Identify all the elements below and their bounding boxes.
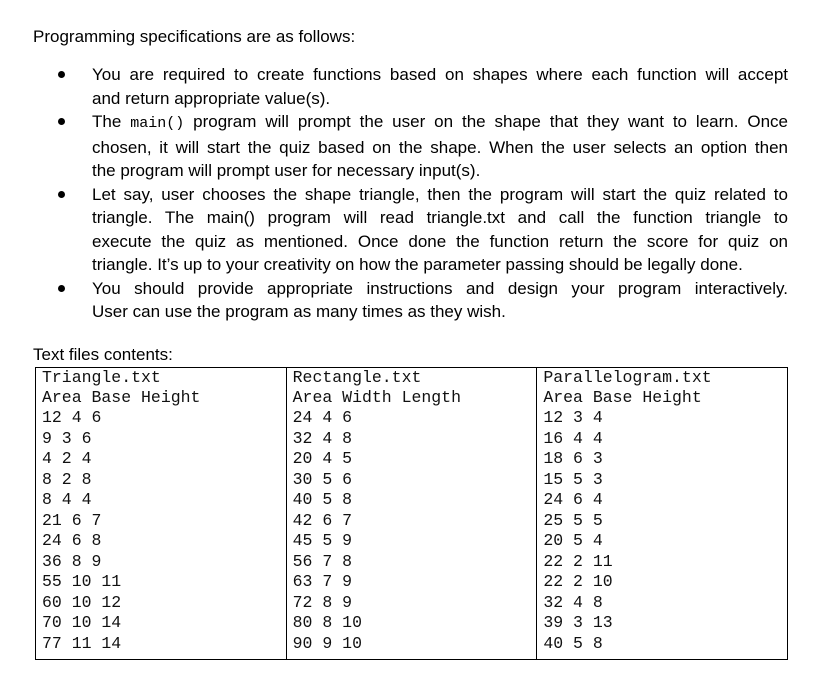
data-line: 20 5 4 bbox=[543, 531, 603, 550]
data-line: 77 11 14 bbox=[42, 633, 122, 653]
data-line: 39 3 13 bbox=[543, 613, 613, 632]
text-line: User can use the program as many times as they wish. bbox=[92, 302, 506, 321]
text-fragment: program will prompt the user on the shape that they want to learn. Once bbox=[184, 112, 788, 131]
file-name: Parallelogram.txt bbox=[543, 368, 712, 387]
text-line: and return appropriate value(s). bbox=[92, 88, 331, 108]
bullet-text bbox=[92, 183, 788, 277]
data-line: 56 7 8 bbox=[292, 551, 353, 571]
file-name: Rectangle.txt bbox=[292, 368, 422, 387]
data-line: 60 10 12 bbox=[42, 592, 122, 612]
bullet-text bbox=[92, 63, 788, 110]
text-files-table bbox=[35, 367, 788, 660]
data-line: 80 8 10 bbox=[292, 613, 362, 632]
text-line: You should provide appropriate instructions and design your program interactively. bbox=[92, 278, 788, 298]
bullet-icon bbox=[58, 191, 65, 198]
list-item bbox=[0, 110, 829, 183]
text-line: the program will prompt user for necessary input(s). bbox=[92, 161, 481, 180]
triangle-file-cell bbox=[36, 368, 287, 660]
data-line: 22 2 10 bbox=[543, 572, 613, 591]
text-line: triangle. It’s up to your creativity on how the parameter passing should be legally done. bbox=[92, 255, 743, 274]
data-line: 24 4 6 bbox=[292, 408, 353, 427]
bullet-icon bbox=[58, 285, 65, 292]
specifications-heading: Programming specifications are as follows: bbox=[33, 27, 356, 46]
data-line: 25 5 5 bbox=[543, 510, 603, 530]
bullet-text bbox=[92, 110, 788, 183]
data-line: 12 3 4 bbox=[543, 408, 603, 427]
data-line: 70 10 14 bbox=[42, 613, 122, 632]
text-fragment: The bbox=[92, 112, 131, 131]
data-line: 30 5 6 bbox=[292, 469, 353, 489]
list-item bbox=[0, 63, 829, 110]
parallelogram-file-cell bbox=[537, 368, 788, 660]
data-line: 22 2 11 bbox=[543, 551, 613, 571]
data-line: 45 5 9 bbox=[292, 531, 353, 550]
data-line: 4 2 4 bbox=[42, 449, 92, 468]
text-line: chosen, it will start the quiz based on the shape. When the user selects an option then bbox=[92, 137, 788, 157]
data-line: 18 6 3 bbox=[543, 449, 603, 468]
table-row bbox=[36, 368, 788, 660]
specifications-list bbox=[0, 63, 829, 324]
list-item bbox=[0, 183, 829, 277]
bullet-icon bbox=[58, 71, 65, 78]
text-line bbox=[92, 110, 788, 136]
column-header: Area Base Height bbox=[543, 388, 702, 407]
data-line: 40 5 8 bbox=[543, 633, 603, 653]
data-line: 21 6 7 bbox=[42, 510, 102, 530]
data-line: 20 4 5 bbox=[292, 449, 353, 468]
data-line: 15 5 3 bbox=[543, 469, 603, 489]
rectangle-file-cell bbox=[286, 368, 537, 660]
data-line: 32 4 8 bbox=[292, 428, 353, 448]
data-line: 90 9 10 bbox=[292, 633, 362, 653]
column-header: Area Width Length bbox=[292, 388, 461, 407]
list-item bbox=[0, 277, 829, 324]
data-line: 36 8 9 bbox=[42, 551, 102, 571]
data-line: 72 8 9 bbox=[292, 592, 353, 612]
data-line: 24 6 8 bbox=[42, 531, 102, 550]
bullet-icon bbox=[58, 118, 65, 125]
inline-code: main() bbox=[130, 115, 185, 132]
data-line: 12 4 6 bbox=[42, 408, 102, 427]
data-line: 8 4 4 bbox=[42, 490, 92, 509]
data-line: 24 6 4 bbox=[543, 490, 603, 509]
data-line: 63 7 9 bbox=[292, 572, 353, 591]
data-line: 9 3 6 bbox=[42, 428, 92, 448]
table-caption: Text files contents: bbox=[33, 345, 173, 364]
data-line: 8 2 8 bbox=[42, 469, 92, 489]
text-line: execute the quiz as mentioned. Once done the function return the score for quiz on bbox=[92, 231, 788, 251]
file-name: Triangle.txt bbox=[42, 368, 161, 387]
text-line: You are required to create functions based on shapes where each function will accept bbox=[92, 65, 788, 84]
text-line: triangle. The main() program will read triangle.txt and call the function triangle to bbox=[92, 208, 788, 227]
data-line: 32 4 8 bbox=[543, 592, 603, 612]
data-line: 55 10 11 bbox=[42, 572, 122, 591]
column-header: Area Base Height bbox=[42, 388, 201, 407]
data-line: 40 5 8 bbox=[292, 490, 353, 509]
data-line: 16 4 4 bbox=[543, 428, 603, 448]
bullet-text bbox=[92, 277, 788, 324]
data-line: 42 6 7 bbox=[292, 510, 353, 530]
text-line: Let say, user chooses the shape triangle, then the program will start the quiz related to bbox=[92, 184, 788, 204]
